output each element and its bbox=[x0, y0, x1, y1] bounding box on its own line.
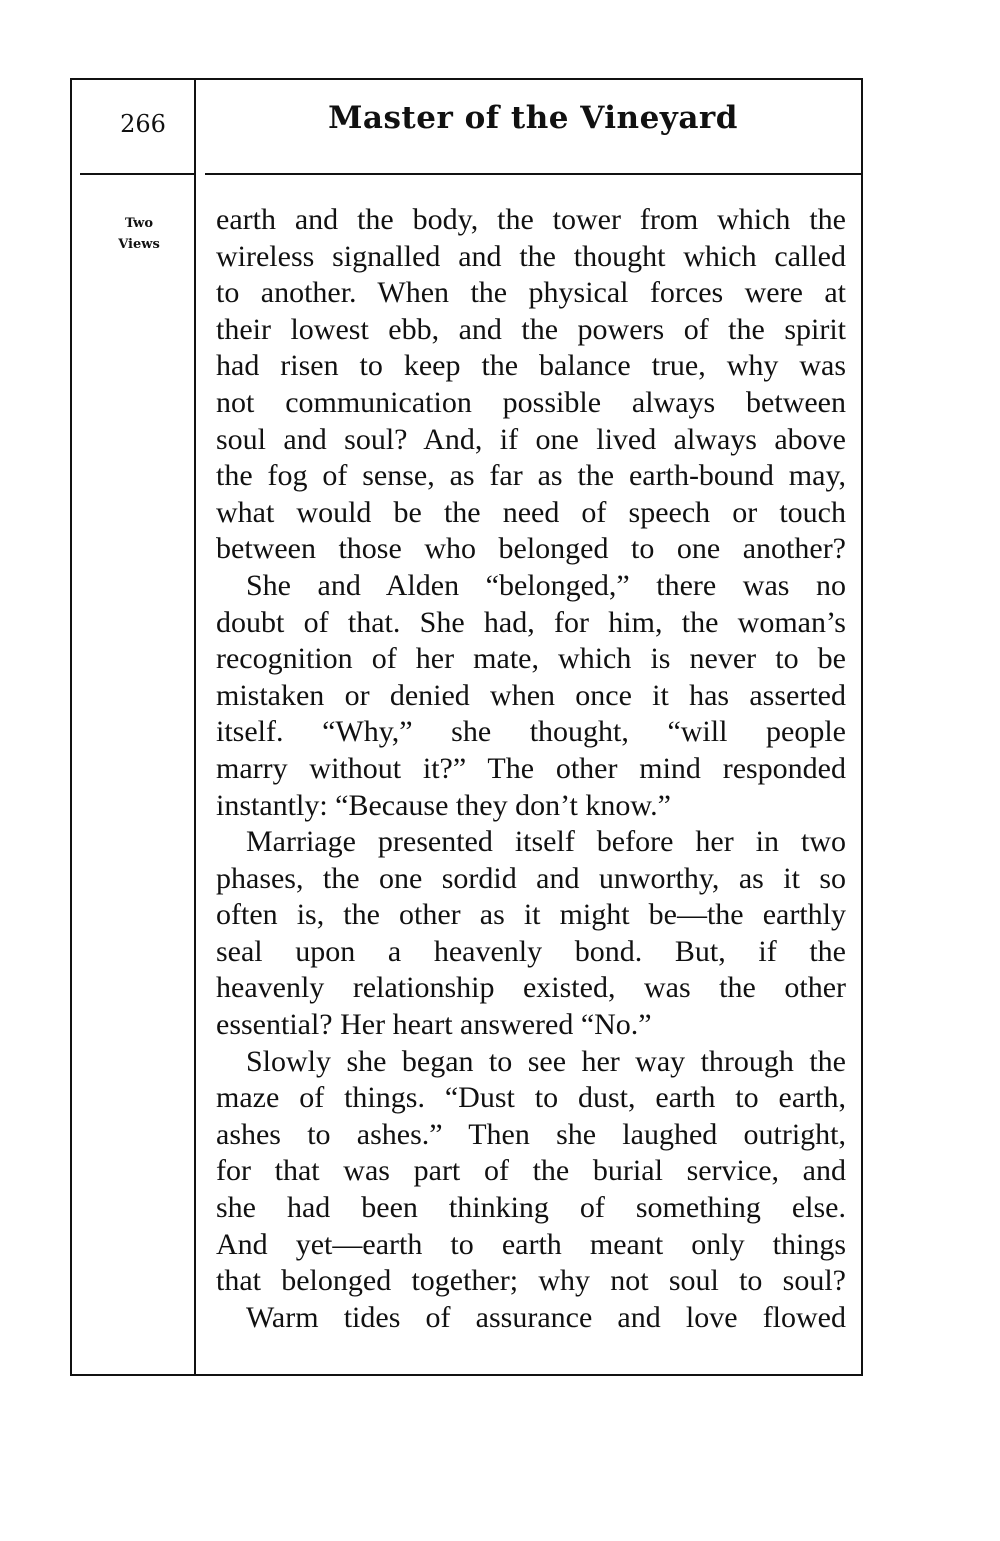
body-line: marry without it?” The other mind responded bbox=[216, 751, 846, 785]
body-line: mistaken or denied when once it has asserted bbox=[216, 678, 846, 712]
column-divider bbox=[194, 78, 196, 1374]
body-line: phases, the one sordid and unworthy, as it so bbox=[216, 861, 846, 895]
body-line: between those who belonged to one another? bbox=[216, 532, 846, 566]
body-line: what would be the need of speech or touch bbox=[216, 495, 846, 529]
body-line: Warm tides of assurance and love flowed bbox=[246, 1300, 846, 1334]
body-line: had risen to keep the balance true, why was bbox=[216, 349, 846, 383]
header-rule-right bbox=[205, 173, 863, 175]
body-line: often is, the other as it might be—the earthly bbox=[216, 898, 846, 932]
body-line: seal upon a heavenly bond. But, if the bbox=[216, 934, 846, 968]
body-line: that belonged together; why not soul to soul? bbox=[216, 1264, 846, 1298]
body-text bbox=[216, 202, 846, 1336]
body-line: heavenly relationship existed, was the other bbox=[216, 971, 846, 1005]
body-line: earth and the body, the tower from which the bbox=[216, 203, 846, 236]
body-line: for that was part of the burial service, and bbox=[216, 1154, 846, 1188]
body-line: Slowly she began to see her way through the bbox=[246, 1044, 846, 1078]
body-line: to another. When the physical forces were at bbox=[216, 276, 846, 310]
page-number: 266 bbox=[120, 110, 166, 138]
body-line: recognition of her mate, which is never to be bbox=[216, 642, 846, 676]
body-line: Marriage presented itself before her in two bbox=[246, 825, 846, 859]
body-line: maze of things. “Dust to dust, earth to earth, bbox=[216, 1081, 846, 1115]
body-line: ashes to ashes.” Then she laughed outright, bbox=[216, 1117, 846, 1151]
body-line: wireless signalled and the thought which called bbox=[216, 239, 846, 273]
body-line: And yet—earth to earth meant only things bbox=[216, 1227, 846, 1261]
body-line: itself. “Why,” she thought, “will people bbox=[216, 715, 846, 749]
sidenote-line-1: Two bbox=[124, 216, 154, 231]
body-line: soul and soul? And, if one lived always above bbox=[216, 422, 846, 456]
body-line: instantly: “Because they don’t know.” bbox=[216, 788, 671, 822]
header-rule-left bbox=[80, 173, 194, 175]
body-line: doubt of that. She had, for him, the woman’s bbox=[216, 605, 846, 639]
sidenote bbox=[96, 213, 182, 255]
body-line: she had been thinking of something else. bbox=[216, 1191, 846, 1225]
body-line: not communication possible always between bbox=[216, 385, 846, 419]
body-line: essential? Her heart answered “No.” bbox=[216, 1008, 652, 1042]
body-line: the fog of sense, as far as the earth-bound may, bbox=[216, 459, 846, 493]
body-line: their lowest ebb, and the powers of the spirit bbox=[216, 312, 846, 346]
sidenote-line-2: Views bbox=[118, 237, 160, 252]
running-title: Master of the Vineyard bbox=[328, 100, 738, 136]
body-line: She and Alden “belonged,” there was no bbox=[246, 568, 846, 602]
